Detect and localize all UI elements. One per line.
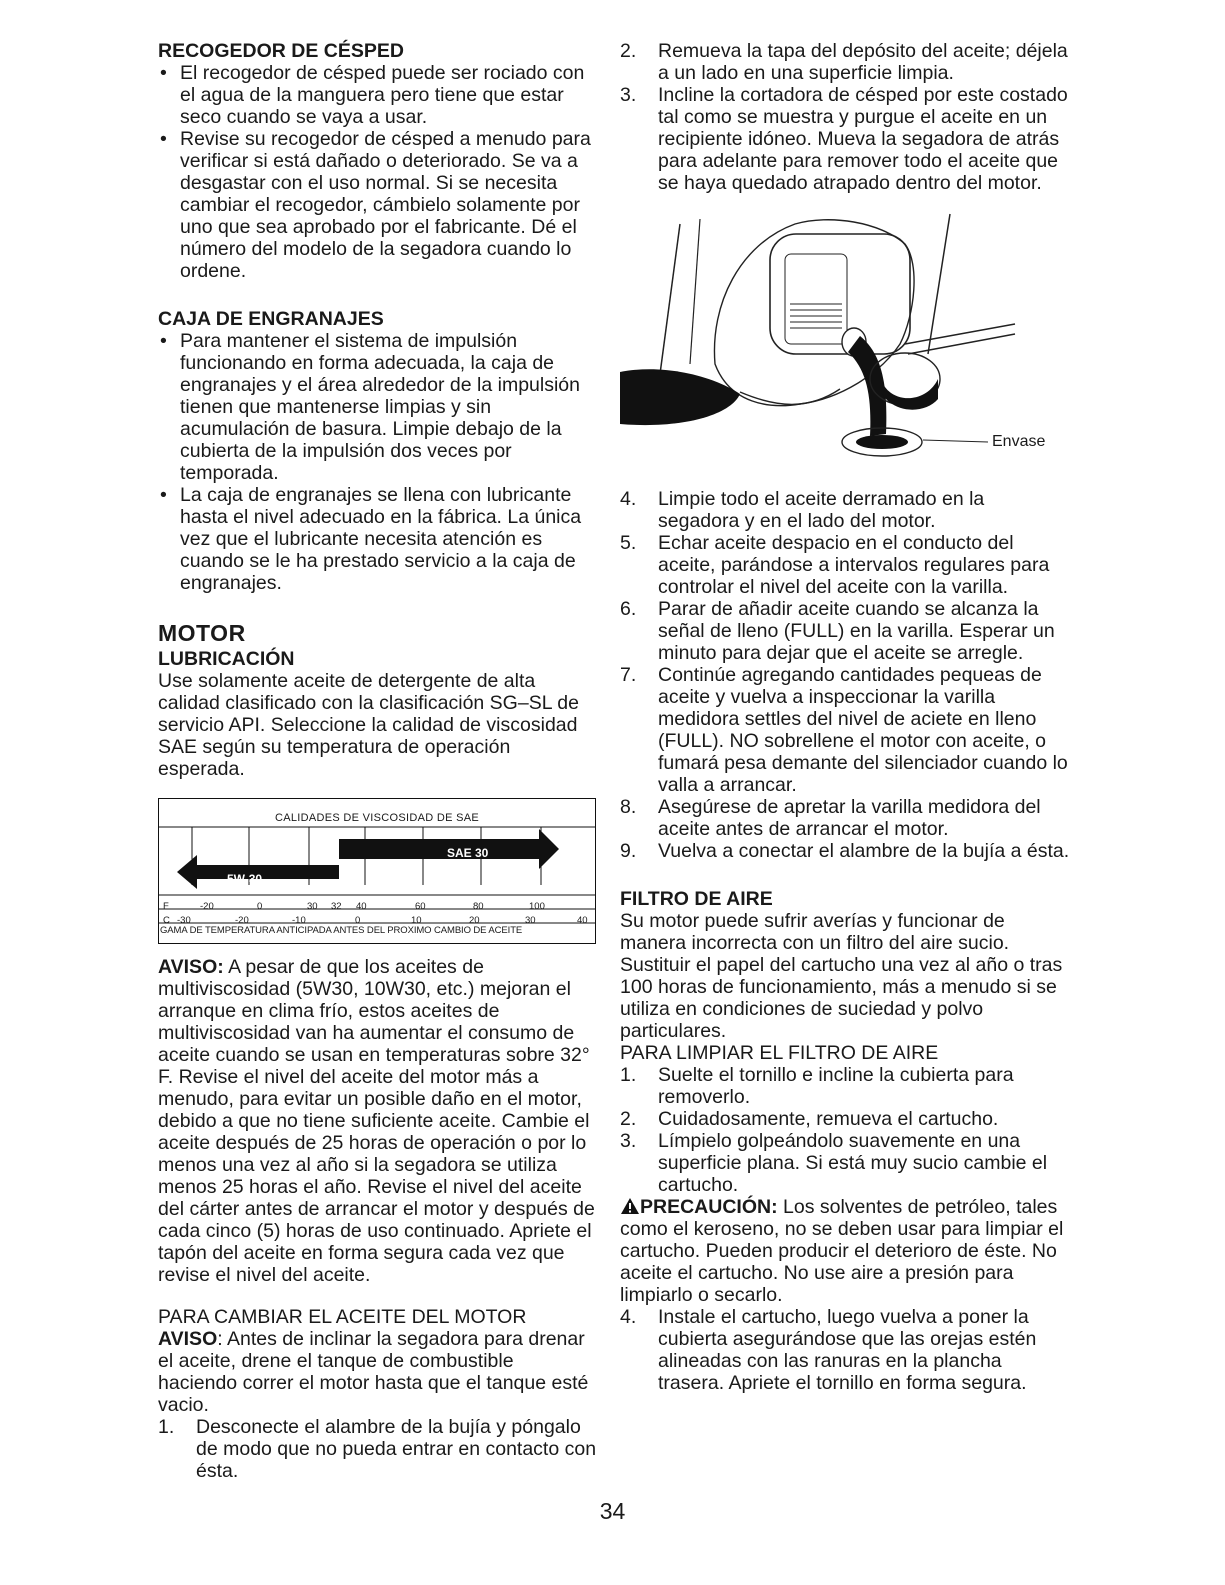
step-number: 1. (158, 1416, 175, 1438)
page-number: 34 (599, 1498, 626, 1524)
f-tick: -20 (200, 901, 214, 912)
viscosity-chart (158, 798, 596, 944)
cambiar-steps (158, 1416, 598, 1482)
5w30-label: 5W-30 (227, 872, 263, 886)
cambiar-aceite-heading: PARA CAMBIAR EL ACEITE DEL MOTOR (158, 1306, 527, 1328)
caja-bullet-1: • Para mantener el sistema de impulsión funcionando en forma adecuada, la caja de engranajes y el área alrededor de la impulsión tienen que mantenerse limpias y sin acumulación de basura. Limpie debajo de la cubierta de la impulsión dos veces por temporada. (158, 330, 598, 484)
step-text: Remueva la tapa del depósito del aceite; déjela a un lado en una superficie limpia. (658, 40, 1068, 84)
step-item (620, 1130, 1070, 1196)
step-text: Continúe agregando cantidades pequeas de aceite y vuelva a inspeccionar la varilla medidora settles del nivel de aciete en lleno (FULL). NO sobrellene el motor con aceite, o fumará pesa demante del silenciador cuando lo valla a arrancar. (658, 664, 1068, 796)
step-number: 5. (620, 532, 637, 554)
recogedor-bullet-2: • Revise su recogedor de césped a menudo para verificar si está dañado o deteriorado. Se va a desgastar con el uso normal. Si se necesita cambiar el recogedor, cámbielo solamente por uno que sea aprobado por el fabricante. Dé el número del modelo de la segadora cuando lo ordene. (158, 128, 598, 282)
step-item (620, 488, 1070, 532)
right-column (620, 40, 1070, 1394)
precaucion-paragraph (620, 1196, 1070, 1306)
filtro-text: Su motor puede sufrir averías y funcionar de manera incorrecta con un filtro del aire sucio. Sustituir el papel del cartucho una vez al año o tras 100 horas de funcionamiento, más a menudo si se utiliza en condiciones de suciedad y polvo particulares. (620, 910, 1063, 1042)
step-number: 2. (620, 1108, 637, 1130)
step-item (620, 84, 1070, 194)
filtro-steps-2 (620, 1306, 1070, 1394)
step-number: 2. (620, 40, 637, 62)
step-text: Límpielo golpeándolo suavemente en una superficie plana. Si está muy sucio cambie el cartucho. (658, 1130, 1048, 1196)
step-number: 8. (620, 796, 637, 818)
mower-oil-drain-illustration (620, 204, 1060, 474)
step-number: 6. (620, 598, 637, 620)
c-axis-label: C (163, 915, 170, 926)
viscosity-chart-title: CALIDADES DE VISCOSIDAD DE SAE (275, 812, 479, 824)
warning-triangle-icon (620, 1197, 640, 1215)
step-text: Vuelva a conectar el alambre de la bujía a ésta. (658, 840, 1070, 862)
step-text: Desconecte el alambre de la bujía y póngalo de modo que no pueda entrar en contacto con ésta. (196, 1416, 597, 1482)
precaucion-label: PRECAUCIÓN: (640, 1196, 778, 1218)
motor-heading: MOTOR (158, 620, 246, 646)
caja-bullet-2: • La caja de engranajes se llena con lubricante hasta el nivel adecuado en la fábrica. La única vez que el lubricante necesita atención es cuando se le ha prestado servicio a la caja de engranajes. (158, 484, 598, 594)
step-item (620, 40, 1070, 84)
sae30-label: SAE 30 (447, 846, 489, 860)
step-item (620, 664, 1070, 796)
step-number: 3. (620, 84, 637, 106)
step-number: 4. (620, 1306, 637, 1328)
step-number: 7. (620, 664, 637, 686)
c-tick: -30 (177, 915, 191, 926)
precaucion-text: Los solventes de petróleo, tales como el keroseno, no se deben usar para limpiar el cartucho. Pueden producir el deterioro de éste. No aceite el cartucho. No use aire a presión para limpiarlo o secarlo. (620, 1196, 1064, 1306)
step-item (620, 840, 1070, 862)
lubricacion-heading: LUBRICACIÓN (158, 648, 295, 670)
f-tick: 100 (529, 901, 545, 912)
step-item (620, 1064, 1070, 1108)
step-text: Instale el cartucho, luego vuelva a poner la cubierta asegurándose que las orejas estén alineadas con las ranuras en la plancha trasera. Apriete el tornillo en forma segura. (658, 1306, 1037, 1394)
step-number: 1. (620, 1064, 637, 1086)
step-item (620, 796, 1070, 840)
f-tick: 32 (331, 901, 342, 912)
step-text: Cuidadosamente, remueva el cartucho. (658, 1108, 999, 1130)
step-item (620, 1306, 1070, 1394)
recogedor-bullet-1: • El recogedor de césped puede ser rociado con el agua de la manguera pero tiene que estar seco cuando se vaya a usar. (158, 62, 598, 128)
f-axis-label: F (163, 901, 169, 912)
c-tick: 40 (577, 915, 588, 926)
c-tick: -20 (235, 915, 249, 926)
step-number: 3. (620, 1130, 637, 1152)
aviso-paragraph (158, 956, 598, 1286)
step-number: 4. (620, 488, 637, 510)
step-item (158, 1416, 598, 1482)
step-text: Suelte el tornillo e incline la cubierta para removerlo. (658, 1064, 1014, 1108)
recogedor-heading: RECOGEDOR DE CÉSPED (158, 40, 404, 62)
f-tick: 0 (257, 901, 263, 912)
left-column (158, 40, 598, 1482)
oil-steps-a (620, 40, 1070, 194)
step-item (620, 1108, 1070, 1130)
recogedor-list (158, 62, 598, 282)
f-tick: 40 (356, 901, 367, 912)
step-text: Limpie todo el aceite derramado en la segadora y en el lado del motor. (658, 488, 985, 532)
step-text: Incline la cortadora de césped por este costado tal como se muestra y purgue el aceite en un recipiente idóneo. Mueva la segadora de atrás para adelante para remover todo el aceite que se haya quedado atrapado dentro del motor. (658, 84, 1068, 194)
c-tick: -10 (292, 915, 306, 926)
step-item (620, 598, 1070, 664)
caja-heading: CAJA DE ENGRANAJES (158, 308, 384, 330)
step-text: Asegúrese de apretar la varilla medidora del aceite antes de arrancar el motor. (658, 796, 1041, 840)
c-tick: 0 (355, 915, 361, 926)
filtro-steps (620, 1064, 1070, 1196)
filtro-subheading: PARA LIMPIAR EL FILTRO DE AIRE (620, 1042, 939, 1064)
c-tick: 10 (411, 915, 422, 926)
step-text: Echar aceite despacio en el conducto del aceite, parándose a intervalos regulares para controlar el nivel del aceite con la varilla. (658, 532, 1050, 598)
f-tick: 80 (473, 901, 484, 912)
aviso-label: AVISO: (158, 956, 224, 978)
lubricacion-text: Use solamente aceite de detergente de alta calidad clasificado con la clasificación SG–SL de servicio API. Seleccione la calidad de viscosidad SAE según su temperatura de operación esperada. (158, 670, 579, 780)
viscosity-chart-footer: GAMA DE TEMPERATURA ANTICIPADA ANTES DEL PROXIMO CAMBIO DE ACEITE (160, 925, 523, 936)
cambiar-aviso-text: : Antes de inclinar la segadora para drenar el aceite, drene el tanque de combustible haciendo correr el motor hasta que el tanque esté vacio. (158, 1328, 589, 1416)
oil-steps-b (620, 488, 1070, 862)
container-label: Envase (992, 433, 1046, 450)
cambiar-aviso-label: AVISO (158, 1328, 218, 1350)
step-text: Parar de añadir aceite cuando se alcanza la señal de lleno (FULL) en la varilla. Esperar un minuto para dejar que el aceite se arregle. (658, 598, 1055, 664)
filtro-heading: FILTRO DE AIRE (620, 888, 773, 910)
f-tick: 30 (307, 901, 318, 912)
c-tick: 20 (469, 915, 480, 926)
c-tick: 30 (525, 915, 536, 926)
aviso-text: A pesar de que los aceites de multiviscosidad (5W30, 10W30, etc.) mejoran el arranque en clima frío, estos aceites de multiviscosidad van ha aumentar el consumo de aceite cuando se usan en temperaturas sobre 32° F. Revise el nivel del aceite del motor más a menudo, para evitar un posible daño en el motor, debido a que no tiene suficiente aceite. Cambie el aceite después de 25 horas de operación o por lo menos una vez al año si la segadora se utiliza menos 25 horas el año. Revise el nivel del aceite del cárter antes de arrancar el motor y después de cada cinco (5) horas de uso continuado. Apriete el tapón del aceite en forma segura cada vez que revise el nivel del aceite. (158, 956, 595, 1286)
cambiar-aviso-paragraph (158, 1328, 598, 1416)
caja-list (158, 330, 598, 594)
step-item (620, 532, 1070, 598)
f-tick: 60 (415, 901, 426, 912)
step-number: 9. (620, 840, 637, 862)
